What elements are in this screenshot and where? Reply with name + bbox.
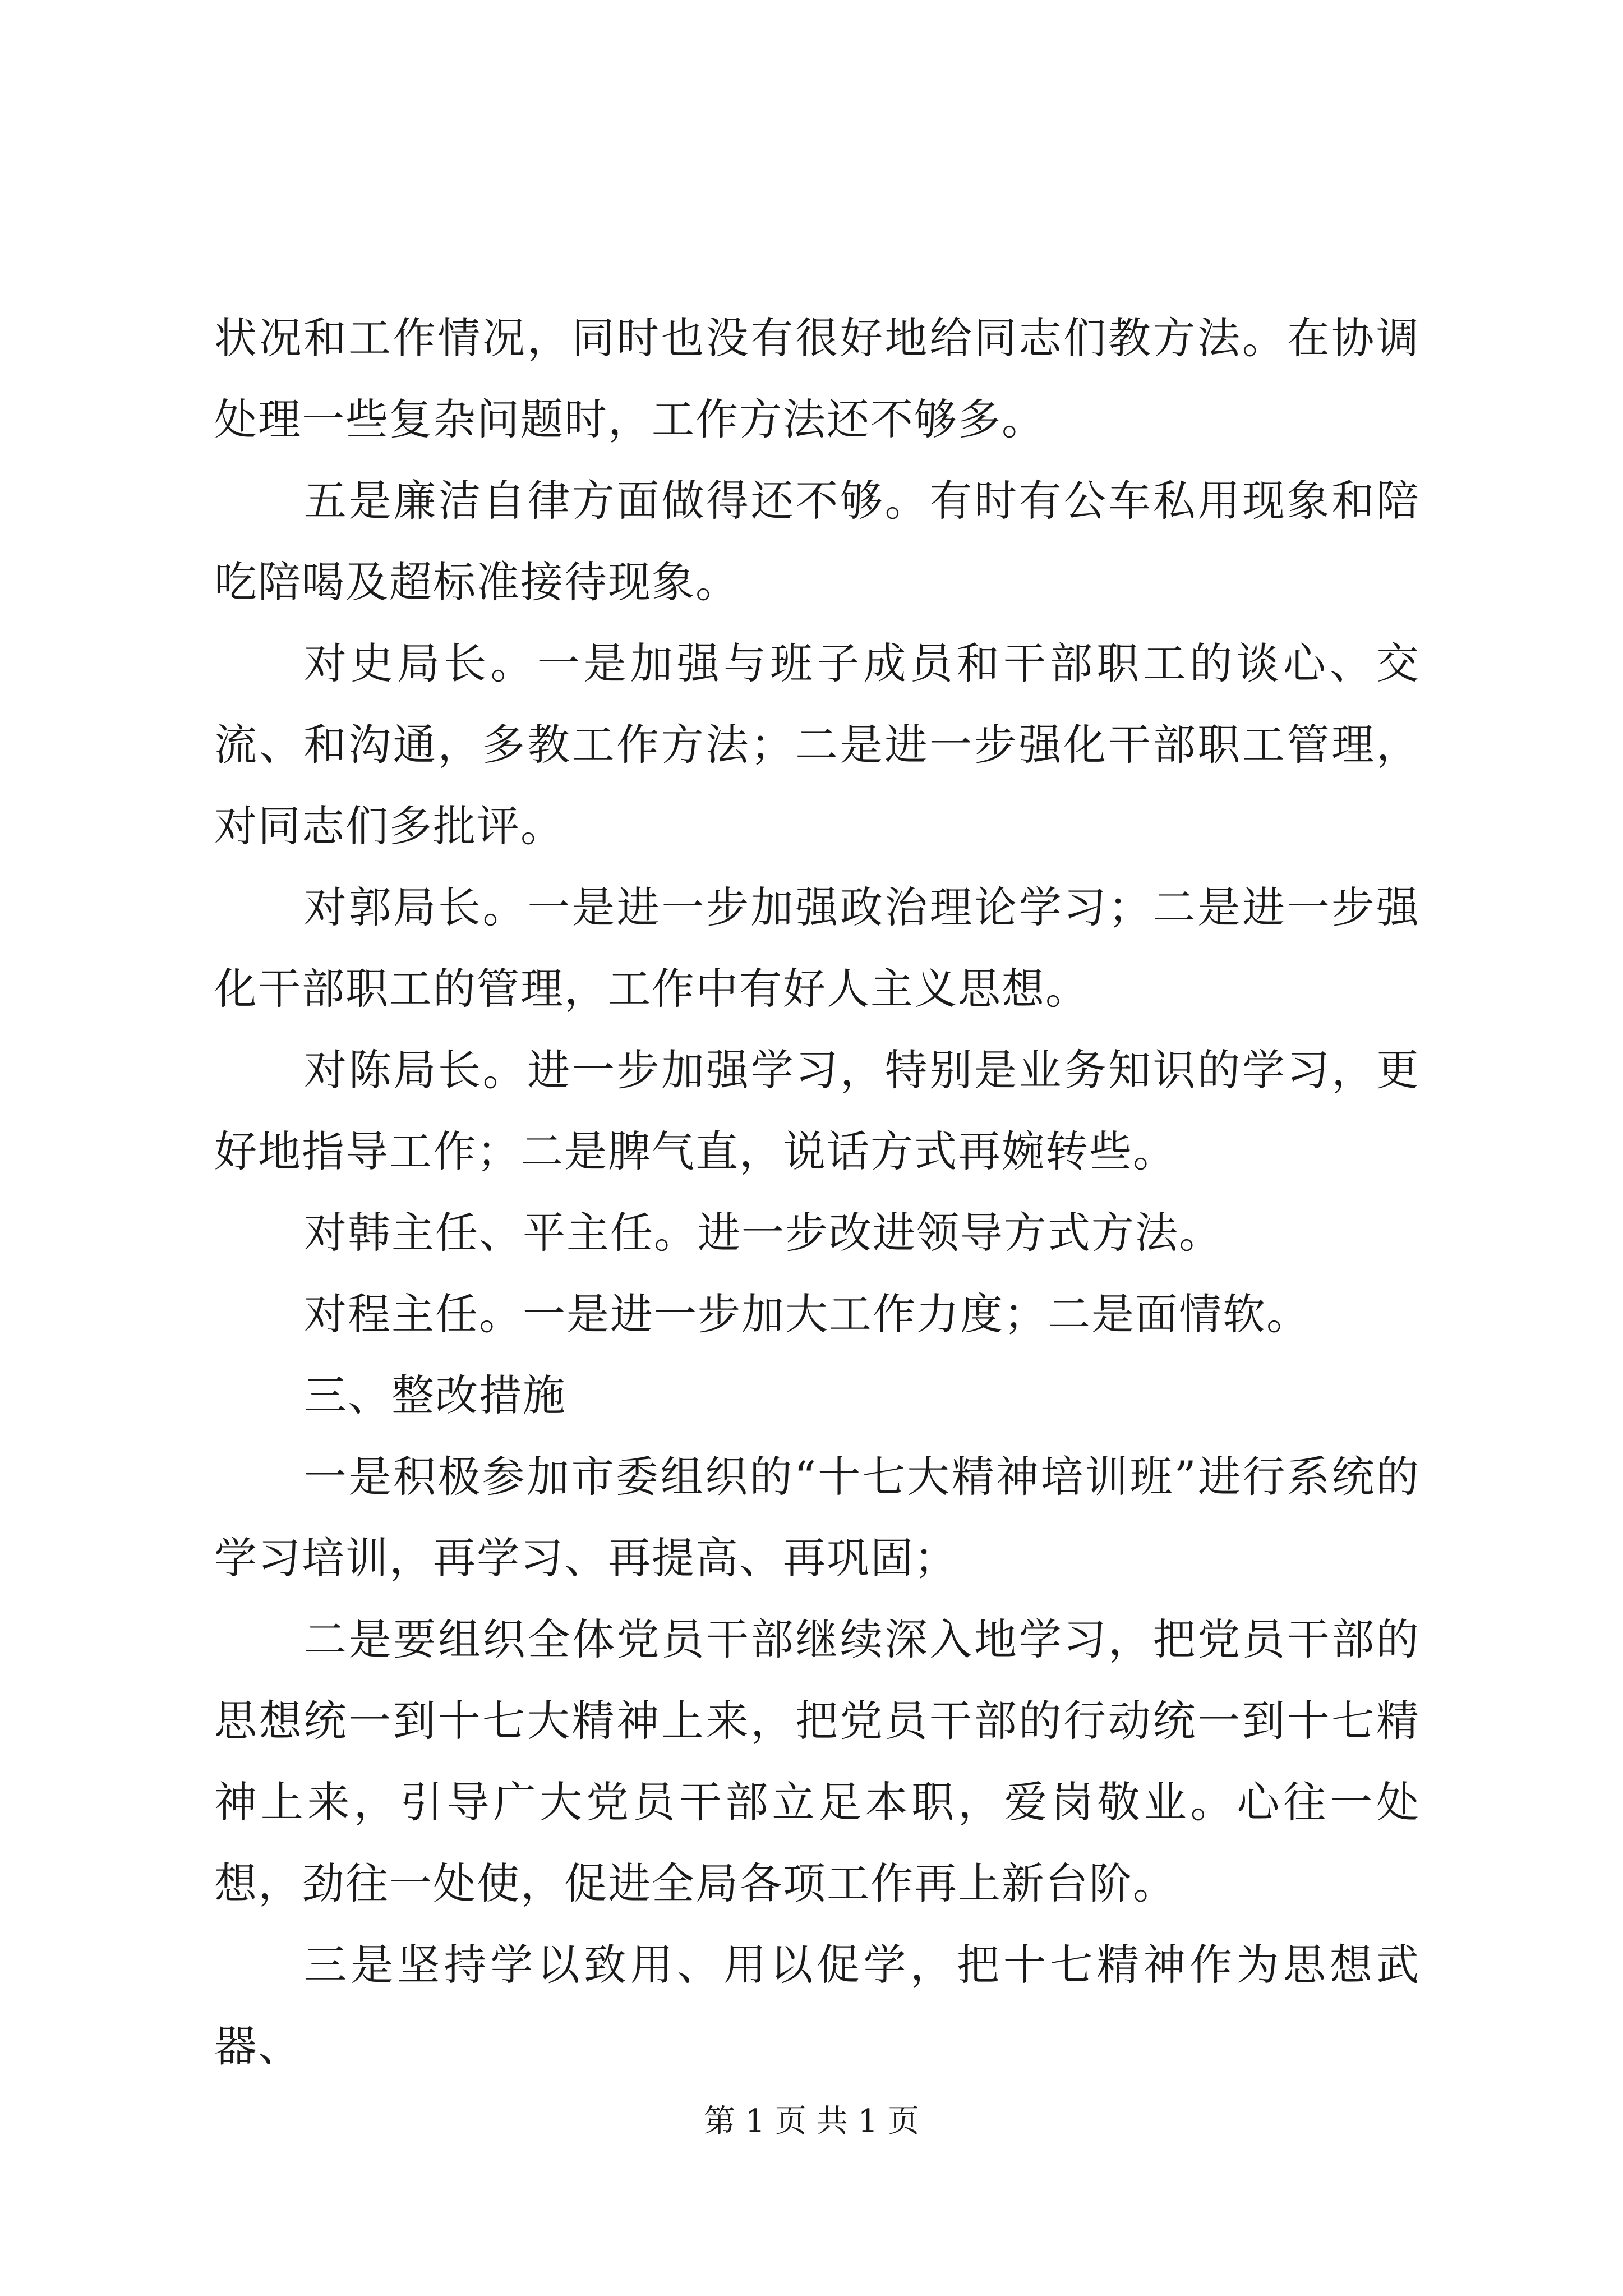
paragraph-7: 对程主任。一是进一步加大工作力度；二是面情软。 (304, 1289, 1310, 1339)
paragraph-4: 对郭局长。一是进一步加强政治理论学习；二是进一步强化干部职工的管理，工作中有好人主义思想。 (214, 882, 1420, 1014)
section-heading: 三、整改措施 (304, 1370, 566, 1420)
page-footer: 第 1 页 共 1 页 (703, 2103, 920, 2139)
paragraph-3: 对史局长。一是加强与班子成员和干部职工的谈心、交流、和沟通，多教工作方法；二是进一步强化干部职工管理，对同志们多批评。 (214, 638, 1420, 851)
paragraph-6: 对韩主任、平主任。进一步改进领导方式方法。 (304, 1208, 1223, 1258)
paragraph-5: 对陈局长。进一步加强学习，特别是业务知识的学习，更好地指导工作；二是脾气直，说话方式再婉转些。 (214, 1045, 1420, 1176)
paragraph-1: 状况和工作情况，同时也没有很好地给同志们教方法。在协调处理一些复杂问题时，工作方法还不够多。 (214, 313, 1420, 444)
paragraph-9: 一是积极参加市委组织的“十七大精神培训班”进行系统的学习培训，再学习、再提高、再巩固； (214, 1452, 1420, 1583)
paragraph-2: 五是廉洁自律方面做得还不够。有时有公车私用现象和陪吃陪喝及超标准接待现象。 (214, 476, 1420, 607)
paragraph-10: 二是要组织全体党员干部继续深入地学习，把党员干部的思想统一到十七大精神上来，把党员干部的行动统一到十七精神上来，引导广大党员干部立足本职，爱岗敬业。心往一处想，劲往一处使，促进全局各项工作再上新台阶。 (214, 1614, 1420, 1908)
paragraph-11: 三是坚持学以致用、用以促学，把十七精神作为思想武器、 (214, 1940, 1420, 2071)
document-body (214, 297, 1420, 2087)
